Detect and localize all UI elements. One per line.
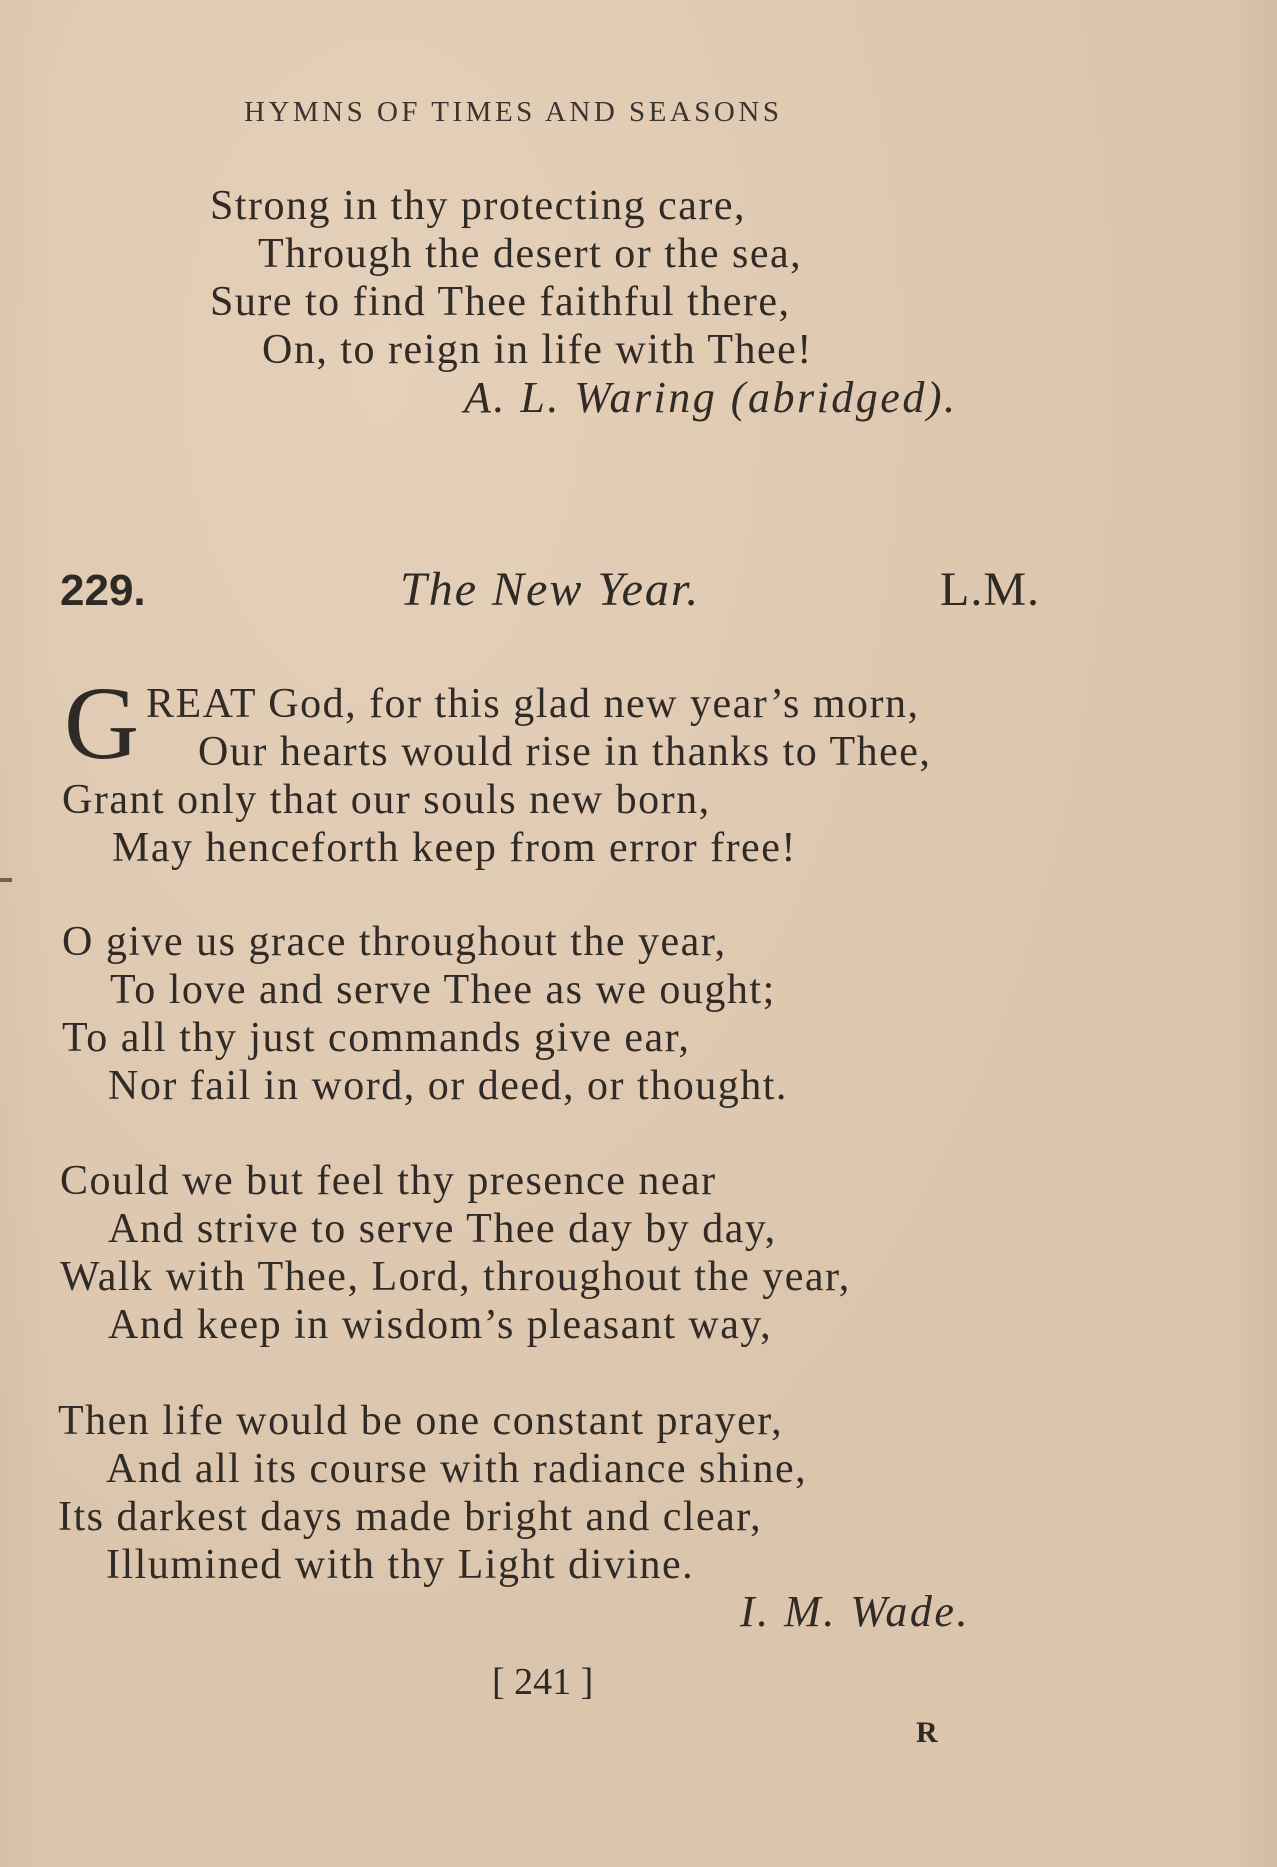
stanza-line: REAT God, for this glad new year’s morn, xyxy=(146,681,920,727)
stanza-line: Could we but feel thy presence near xyxy=(60,1158,717,1204)
previous-hymn-line: Sure to find Thee faithful there, xyxy=(210,279,791,325)
stanza-line: And keep in wisdom’s pleasant way, xyxy=(108,1302,773,1348)
drop-cap: G xyxy=(64,666,140,781)
stanza-line: O give us grace throughout the year, xyxy=(62,919,727,965)
previous-hymn-line: Through the desert or the sea, xyxy=(258,231,803,277)
stanza-line: May henceforth keep from error free! xyxy=(112,825,797,871)
edge-mark xyxy=(0,878,12,882)
stanza-line: Our hearts would rise in thanks to Thee, xyxy=(198,729,932,775)
page-number: [ 241 ] xyxy=(492,1661,594,1703)
stanza-line: Its darkest days made bright and clear, xyxy=(58,1494,763,1540)
hymn-meter: L.M. xyxy=(940,563,1040,616)
stanza-line: Then life would be one constant prayer, xyxy=(58,1398,784,1444)
previous-hymn-attribution: A. L. Waring (abridged). xyxy=(464,373,958,422)
previous-hymn-line: On, to reign in life with Thee! xyxy=(262,327,813,373)
stanza-line: To love and serve Thee as we ought; xyxy=(110,967,776,1013)
stanza-line: And strive to serve Thee day by day, xyxy=(108,1206,777,1252)
stanza-line: And all its course with radiance shine, xyxy=(106,1446,808,1492)
stanza-line: Illumined with thy Light divine. xyxy=(106,1542,695,1588)
hymn-title: The New Year. xyxy=(400,563,701,616)
stanza-line: Grant only that our souls new born, xyxy=(62,777,711,823)
stanza-line: Walk with Thee, Lord, throughout the year, xyxy=(60,1254,851,1300)
previous-hymn-line: Strong in thy protecting care, xyxy=(210,183,747,229)
signature-mark: R xyxy=(916,1716,938,1749)
running-head: HYMNS OF TIMES AND SEASONS xyxy=(244,96,783,128)
stanza-line: To all thy just commands give ear, xyxy=(62,1015,691,1061)
stanza-line: Nor fail in word, or deed, or thought. xyxy=(108,1063,788,1109)
hymn-number: 229. xyxy=(60,566,146,615)
hymn-attribution: I. M. Wade. xyxy=(740,1587,970,1636)
